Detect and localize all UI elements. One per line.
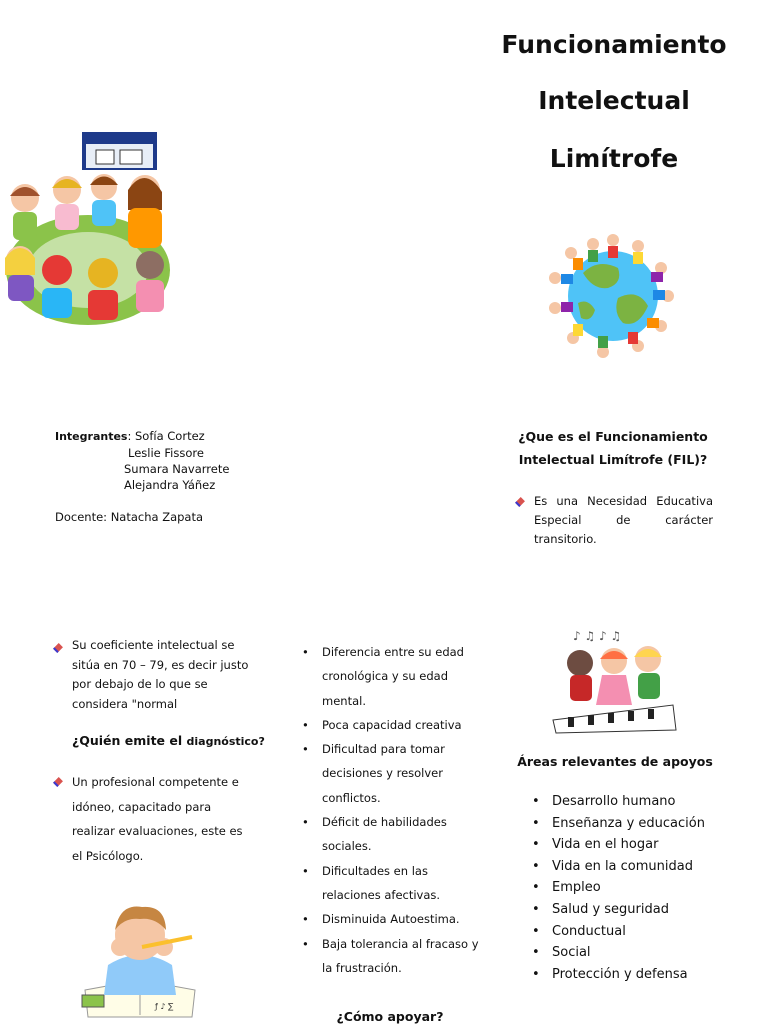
boy-reading-image bbox=[80, 895, 200, 1020]
music-children-image bbox=[548, 625, 678, 735]
member-name-4: Alejandra Yáñez bbox=[124, 478, 216, 492]
svg-text:♪ ♫ ♪ ♫: ♪ ♫ ♪ ♫ bbox=[573, 629, 622, 643]
characteristic-item: • Poca capacidad creativa bbox=[302, 713, 488, 737]
characteristic-item: • Dificultades en las relaciones afectivas. bbox=[302, 859, 488, 908]
question-line-2: Intelectual Limítrofe (FIL)? bbox=[518, 452, 708, 467]
member-name-2: Leslie Fissore bbox=[128, 446, 204, 460]
who-text: Un profesional competente e idóneo, capacitado para realizar evaluaciones, este es el Psicólogo. bbox=[72, 775, 243, 863]
support-area-item: • Vida en el hogar bbox=[532, 834, 732, 856]
characteristic-item: • Déficit de habilidades sociales. bbox=[302, 810, 488, 859]
title-line-1: Funcionamiento bbox=[501, 30, 727, 59]
support-area-item: • Conductual bbox=[532, 921, 732, 943]
support-areas-title: Áreas relevantes de apoyos bbox=[517, 754, 713, 769]
support-area-item: • Protección y defensa bbox=[532, 964, 732, 986]
characteristic-item: • Baja tolerancia al fracaso y la frustración. bbox=[302, 932, 488, 981]
iq-text: Su coeficiente intelectual se sitúa en 70 – 79, es decir justo por debajo de lo que se considera "normal bbox=[72, 638, 249, 711]
members-block: Integrantes: Sofía Cortez Leslie Fissore Sumara Navarrete Alejandra Yáñez Docente: Natacha Zapata bbox=[55, 428, 295, 525]
svg-text:ƒ ♪ ∑: ƒ ♪ ∑ bbox=[155, 1002, 174, 1011]
iq-paragraph bbox=[55, 636, 255, 714]
question-what-is-fil bbox=[500, 425, 726, 471]
characteristics-list bbox=[302, 640, 488, 980]
support-area-item: • Enseñanza y educación bbox=[532, 813, 732, 835]
member-name-3: Sumara Navarrete bbox=[124, 462, 230, 476]
member-name-1: Sofía Cortez bbox=[135, 429, 205, 443]
answer-fil bbox=[517, 492, 713, 549]
support-area-item: • Vida en la comunidad bbox=[532, 856, 732, 878]
who-title-part-2: diagnóstico? bbox=[186, 735, 265, 748]
question-line-1: ¿Que es el Funcionamiento bbox=[518, 429, 708, 444]
title-line-3: Limítrofe bbox=[549, 144, 679, 173]
who-paragraph bbox=[55, 770, 255, 868]
children-circle-image bbox=[0, 130, 175, 340]
who-title-part-1: ¿Quién emite el bbox=[72, 733, 187, 748]
title-line-2: Intelectual bbox=[538, 86, 690, 115]
support-area-item: • Social bbox=[532, 942, 732, 964]
support-areas-list bbox=[532, 791, 732, 985]
support-area-item: • Empleo bbox=[532, 877, 732, 899]
how-to-support-title: ¿Cómo apoyar? bbox=[336, 1009, 444, 1024]
teacher-name: Docente: Natacha Zapata bbox=[55, 510, 204, 524]
globe-children-image bbox=[543, 228, 683, 363]
characteristic-item: • Dificultad para tomar decisiones y resolver conflictos. bbox=[302, 737, 488, 810]
support-area-item: • Salud y seguridad bbox=[532, 899, 732, 921]
who-diagnoses-title bbox=[72, 733, 272, 748]
members-label: Integrantes bbox=[55, 430, 128, 443]
characteristic-item: • Disminuida Autoestima. bbox=[302, 907, 488, 931]
answer-fil-text: Es una Necesidad Educativa Especial de carácter transitorio. bbox=[534, 494, 713, 546]
support-area-item: • Desarrollo humano bbox=[532, 791, 732, 813]
characteristic-item: • Diferencia entre su edad cronológica y su edad mental. bbox=[302, 640, 488, 713]
